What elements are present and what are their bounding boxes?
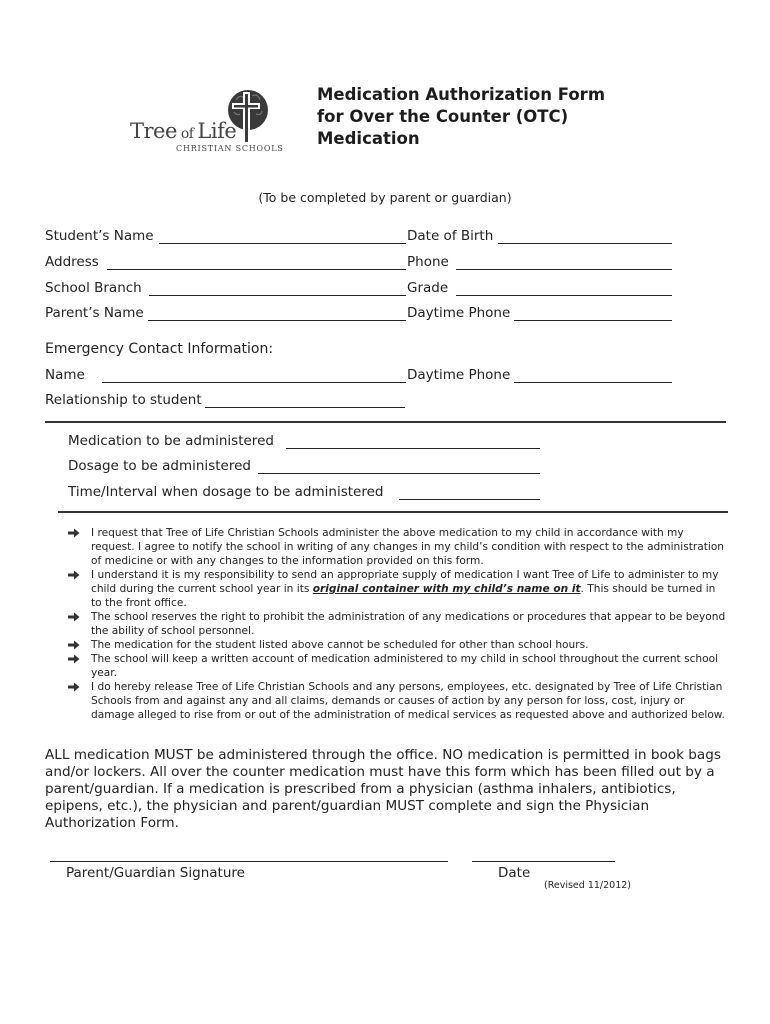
emergency-daytime-phone-field[interactable] [514, 382, 672, 383]
parent-signature-field[interactable] [50, 861, 448, 862]
terms-item: The school reserves the right to prohibit the administration of any medications or procedures that appear to be beyond the ability of school personnel. [68, 610, 728, 638]
signature-date-field[interactable] [472, 861, 615, 862]
school-branch-field[interactable] [149, 295, 406, 296]
parent-name-label: Parent’s Name [45, 305, 144, 321]
dosage-field[interactable] [258, 473, 540, 474]
address-label: Address [45, 254, 99, 270]
arrow-bullet-icon [68, 612, 80, 622]
school-logo [130, 86, 284, 156]
grade-label: Grade [407, 280, 449, 296]
interval-field[interactable] [399, 499, 540, 500]
terms-item: I understand it is my responsibility to send an appropriate supply of medication I want Tree of Life to administer to my child during the current school year in its original container with my child’s name on it. This should be turned in to the front office. [68, 568, 728, 610]
terms-item: The school will keep a written account of medication administered to my child in school throughout the current school year. [68, 652, 728, 680]
arrow-bullet-icon [68, 682, 80, 692]
medication-field[interactable] [286, 448, 540, 449]
terms-item: The medication for the student listed above cannot be scheduled for other than school hours. [68, 638, 728, 652]
revision-note: (Revised 11/2012) [544, 880, 632, 891]
terms-list [68, 526, 728, 722]
daytime-phone-field[interactable] [514, 320, 672, 321]
arrow-bullet-icon [68, 570, 80, 580]
date-of-birth-label: Date of Birth [407, 228, 494, 244]
emergency-contact-heading: Emergency Contact Information: [45, 341, 274, 357]
parent-signature-label: Parent/Guardian Signature [66, 865, 245, 881]
office-notice: ALL medication MUST be administered through the office. NO medication is permitted in book bags and/or lockers. All over the counter medication must have this form which has been filled out by a parent/guardian. If a medication is prescribed from a physician (asthma inhalers, antibiotics, epipens, etc.), the physician and parent/guardian MUST complete and sign the Physician Authorization Form. [45, 747, 721, 831]
parent-name-field[interactable] [148, 320, 406, 321]
emergency-daytime-phone-label: Daytime Phone [407, 367, 511, 383]
original-container-emphasis: original container with my child’s name on it [312, 583, 581, 595]
emergency-name-label: Name [45, 367, 85, 383]
arrow-bullet-icon [68, 640, 80, 650]
logo-subtitle: CHRISTIAN SCHOOLS [176, 144, 284, 153]
relationship-label: Relationship to student [45, 392, 202, 408]
arrow-bullet-icon [68, 528, 80, 538]
medication-label: Medication to be administered [68, 433, 274, 449]
phone-field[interactable] [456, 269, 672, 270]
relationship-field[interactable] [205, 407, 405, 408]
arrow-bullet-icon [68, 654, 80, 664]
phone-label: Phone [407, 254, 449, 270]
date-of-birth-field[interactable] [498, 243, 672, 244]
dosage-label: Dosage to be administered [68, 458, 251, 474]
student-name-field[interactable] [159, 243, 406, 244]
section-divider-bottom [58, 511, 728, 513]
form-subtitle: (To be completed by parent or guardian) [258, 190, 512, 205]
terms-item: I request that Tree of Life Christian Schools administer the above medication to my child in accordance with my request. I agree to notify the school in writing of any changes in my child’s condition with respect to the administration of medicine or with any changes to the information provided on this form. [68, 526, 728, 568]
daytime-phone-label: Daytime Phone [407, 305, 511, 321]
section-divider-top [45, 421, 726, 423]
form-title: Medication Authorization Form for Over the Counter (OTC) Medication [317, 85, 606, 148]
terms-item: I do hereby release Tree of Life Christian Schools and any persons, employees, etc. designated by Tree of Life Christian Schools from and against any and all claims, demands or causes of action by any person for loss, cost, injury or damage alleged to rise from or out of the administration of medical services as requested above and authorized below. [68, 680, 728, 722]
school-branch-label: School Branch [45, 280, 142, 296]
interval-label: Time/Interval when dosage to be administered [68, 484, 384, 500]
grade-field[interactable] [456, 295, 672, 296]
address-field[interactable] [107, 269, 406, 270]
student-name-label: Student’s Name [45, 228, 154, 244]
emergency-name-field[interactable] [102, 382, 406, 383]
signature-date-label: Date [498, 865, 531, 881]
logo-wordmark: Tree of Life [130, 119, 237, 143]
